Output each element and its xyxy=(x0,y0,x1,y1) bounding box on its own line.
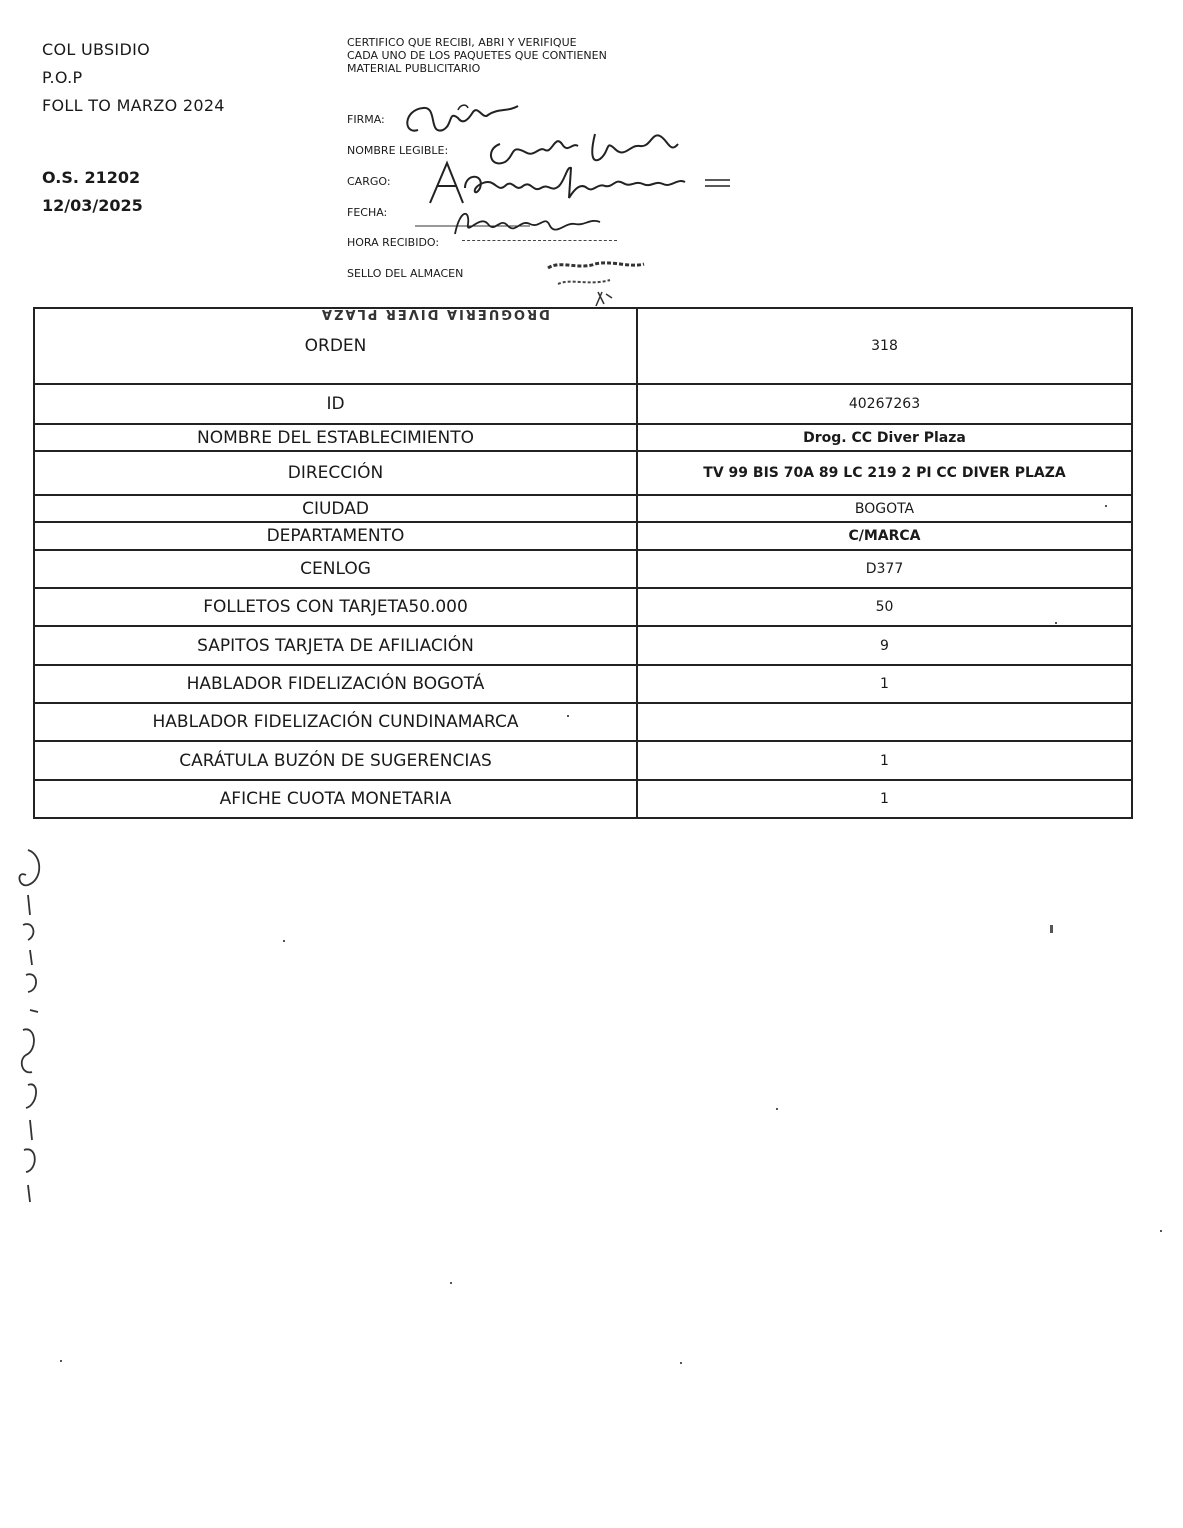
scan-speck xyxy=(60,1360,62,1362)
row-value-departamento: C/MARCA xyxy=(637,522,1132,550)
scan-speck xyxy=(1160,1230,1162,1232)
row-label-afiche: AFICHE CUOTA MONETARIA xyxy=(34,780,637,818)
row-value-caratula: 1 xyxy=(637,741,1132,780)
row-label-direccion: DIRECCIÓN xyxy=(34,451,637,495)
row-value-direccion: TV 99 BIS 70A 89 LC 219 2 PI CC DIVER PLAZA xyxy=(637,451,1132,495)
hora-label: HORA RECIBIDO: xyxy=(347,236,440,249)
row-value-sapitos: 9 xyxy=(637,626,1132,665)
folleto-title: FOLL TO MARZO 2024 xyxy=(42,96,225,115)
order-number: O.S. 21202 xyxy=(42,168,141,187)
program-name: P.O.P xyxy=(42,68,83,87)
certificate-text: CERTIFICO QUE RECIBI, ABRI Y VERIFIQUE CADA UNO DE LOS PAQUETES QUE CONTIENEN MATERIAL PUBLICITARIO xyxy=(347,36,607,75)
distribution-table xyxy=(33,307,1133,819)
row-value-ciudad: BOGOTA xyxy=(637,495,1132,522)
row-label-establecimiento: NOMBRE DEL ESTABLECIMIENTO xyxy=(34,424,637,451)
table-row xyxy=(34,522,1132,550)
table-row xyxy=(34,424,1132,451)
row-label-folletos: FOLLETOS CON TARJETA50.000 xyxy=(34,588,637,626)
row-label-caratula: CARÁTULA BUZÓN DE SUGERENCIAS xyxy=(34,741,637,780)
row-value-establecimiento: Drog. CC Diver Plaza xyxy=(637,424,1132,451)
sello-label: SELLO DEL ALMACEN xyxy=(347,267,464,280)
row-value-folletos: 50 xyxy=(637,588,1132,626)
row-label-orden: ORDEN xyxy=(34,308,637,384)
order-block xyxy=(42,164,143,220)
table-row xyxy=(34,550,1132,588)
table-row xyxy=(34,308,1132,384)
scan-speck xyxy=(1105,505,1107,507)
table-row xyxy=(34,495,1132,522)
row-label-cenlog: CENLOG xyxy=(34,550,637,588)
row-value-orden: 318 xyxy=(637,308,1132,384)
row-value-hablador-bogota: 1 xyxy=(637,665,1132,703)
cargo-label: CARGO: xyxy=(347,175,391,188)
table-row xyxy=(34,588,1132,626)
scan-speck xyxy=(680,1362,682,1364)
fecha-label: FECHA: xyxy=(347,206,388,219)
cargo-handwriting-icon xyxy=(425,158,745,208)
scan-speck xyxy=(567,715,569,717)
row-value-hablador-cundinamarca xyxy=(637,703,1132,741)
header-left xyxy=(42,36,225,120)
scan-speck xyxy=(450,1282,452,1284)
table-row xyxy=(34,626,1132,665)
row-label-departamento: DEPARTAMENTO xyxy=(34,522,637,550)
scan-speck xyxy=(283,940,285,942)
row-label-id: ID xyxy=(34,384,637,424)
scan-speck xyxy=(1050,925,1053,933)
row-value-id: 40267263 xyxy=(637,384,1132,424)
table-row xyxy=(34,384,1132,424)
scan-speck xyxy=(776,1108,778,1110)
row-value-cenlog: D377 xyxy=(637,550,1132,588)
row-label-sapitos: SAPITOS TARJETA DE AFILIACIÓN xyxy=(34,626,637,665)
table-row xyxy=(34,741,1132,780)
scan-speck xyxy=(1055,622,1057,624)
row-value-afiche: 1 xyxy=(637,780,1132,818)
row-label-hablador-cundinamarca: HABLADOR FIDELIZACIÓN CUNDINAMARCA xyxy=(34,703,637,741)
table-row xyxy=(34,451,1132,495)
table-row xyxy=(34,665,1132,703)
row-label-hablador-bogota: HABLADOR FIDELIZACIÓN BOGOTÁ xyxy=(34,665,637,703)
fecha-handwriting-icon xyxy=(410,204,610,240)
nombre-label: NOMBRE LEGIBLE: xyxy=(347,144,449,157)
row-label-ciudad: CIUDAD xyxy=(34,495,637,522)
firma-label: FIRMA: xyxy=(347,113,385,126)
margin-handwriting-icon xyxy=(8,840,48,1210)
mirrored-stamp-text: DROGUERIA DIVER PLAZA xyxy=(320,306,550,321)
table-row xyxy=(34,703,1132,741)
table-row xyxy=(34,780,1132,818)
order-date: 12/03/2025 xyxy=(42,196,143,215)
hora-line xyxy=(462,240,617,241)
company-name: COL UBSIDIO xyxy=(42,40,150,59)
store-stamp-icon xyxy=(540,258,650,310)
